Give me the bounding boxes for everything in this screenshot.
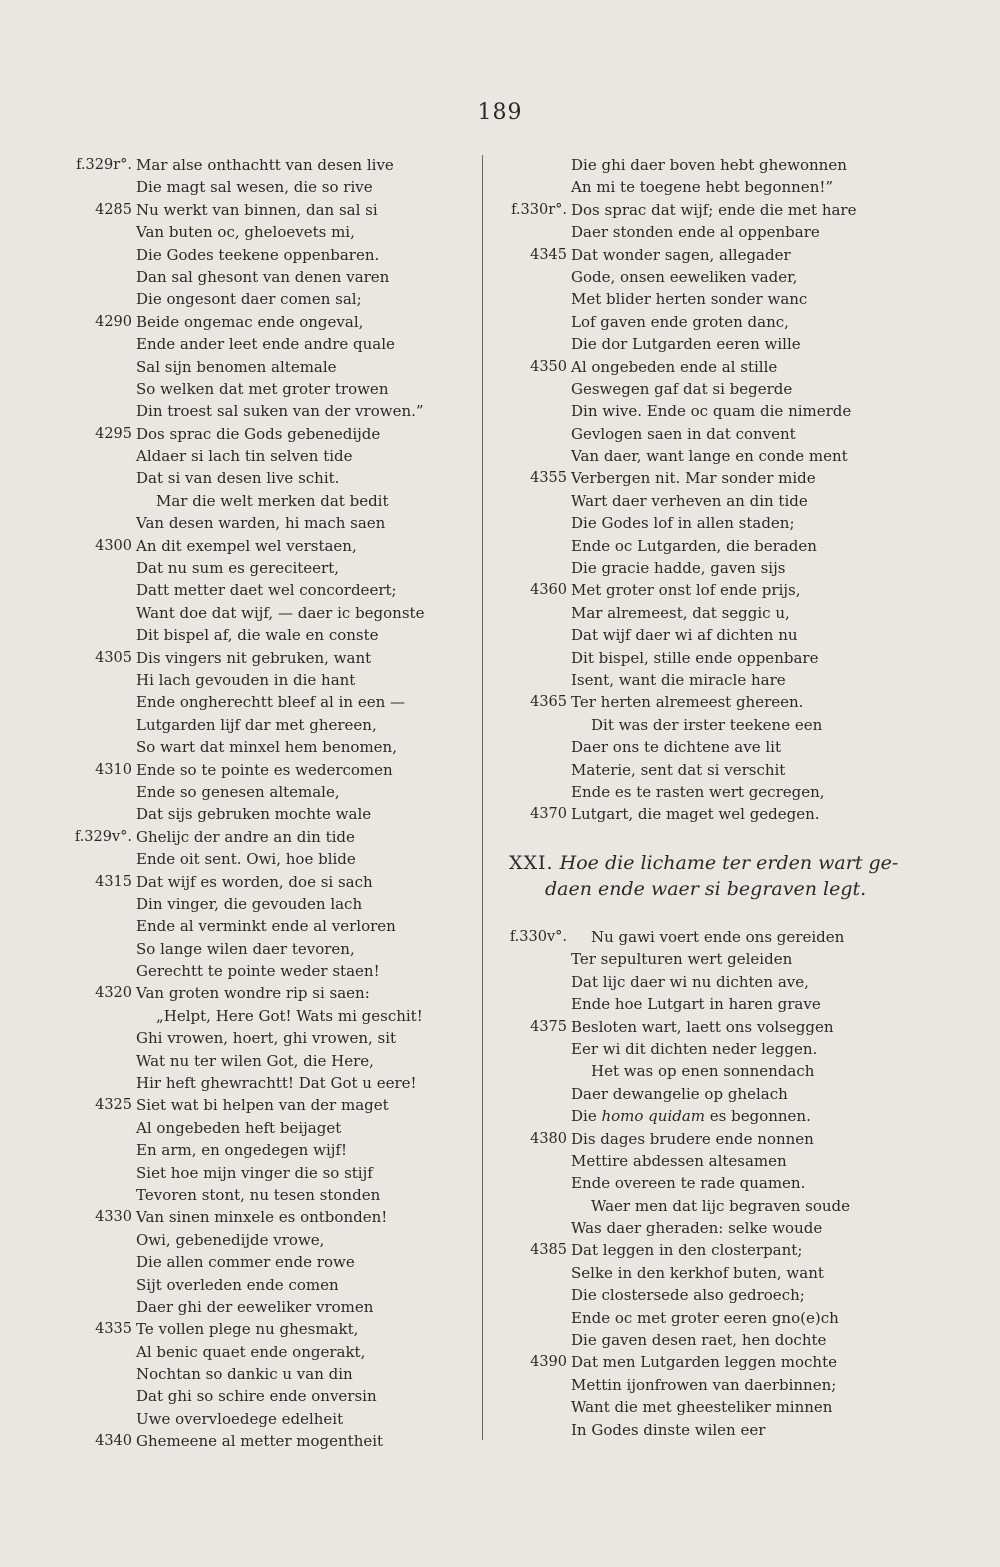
verse-line xyxy=(60,759,470,781)
verse-line xyxy=(495,1329,935,1351)
verse-text: Ende oc met groter eeren gno(e)ch xyxy=(571,1308,839,1327)
verse-text: Ghemeene al metter mogentheit xyxy=(136,1432,384,1451)
verse-line xyxy=(60,512,470,534)
verse-text: Aldaer si lach tin selven tide xyxy=(136,447,353,466)
verse-text: Die dor Lutgarden eeren wille xyxy=(571,335,801,354)
verse-line xyxy=(495,266,935,288)
verse-text: Want doe dat wijf, — daer ic begonste xyxy=(136,603,425,622)
verse-line xyxy=(60,736,470,758)
verse-text: Hir heft ghewrachtt! Dat Got u eere! xyxy=(136,1074,417,1093)
verse-text: Dos sprac dat wijf; ende die met hare xyxy=(571,200,857,219)
verse-line xyxy=(60,1117,470,1139)
verse-text: Van buten oc, gheloevets mi, xyxy=(136,223,355,242)
verse-line xyxy=(60,266,470,288)
verse-text: Gerechtt te pointe weder staen! xyxy=(136,962,380,981)
line-number: 4300 xyxy=(95,537,132,554)
verse-text: Dit bispel af, die wale en conste xyxy=(136,626,379,645)
verse-line xyxy=(495,1239,935,1261)
verse-text: Nu gawi voert ende ons gereiden xyxy=(591,928,845,946)
verse-line xyxy=(495,579,935,601)
verse-line xyxy=(495,1396,935,1418)
verse-text: Dis vingers nit gebruken, want xyxy=(136,648,372,667)
verse-line xyxy=(60,826,470,848)
verse-line xyxy=(495,557,935,579)
verse-text: Ghi vrowen, hoert, ghi vrowen, sit xyxy=(136,1029,397,1048)
verse-text: Dat nu sum es gereciteert, xyxy=(136,559,340,578)
verse-text: Isent, want die miracle hare xyxy=(571,670,786,689)
left-column xyxy=(60,154,470,1453)
verse-text: Ende al verminkt ende al verloren xyxy=(136,917,396,936)
line-number: 4340 xyxy=(95,1433,132,1450)
verse-line xyxy=(495,1217,935,1239)
folio-marker: f.329r°. xyxy=(76,157,132,173)
verse-text: Dat men Lutgarden leggen mochte xyxy=(571,1353,837,1372)
verse-line xyxy=(495,490,935,512)
verse-text: En arm, en ongedegen wijf! xyxy=(136,1141,347,1160)
verse-text: Ende so te pointe es wedercomen xyxy=(136,760,393,779)
verse-line xyxy=(60,982,470,1004)
verse-text: Die ghi daer boven hebt ghewonnen xyxy=(571,156,847,174)
verse-text: Hi lach gevouden in die hant xyxy=(136,670,356,689)
verse-line xyxy=(495,759,935,781)
verse-line xyxy=(495,1172,935,1194)
verse-line xyxy=(60,781,470,803)
verse-text: Daer ons te dichtene ave lit xyxy=(571,738,781,757)
line-number: 4345 xyxy=(530,246,567,263)
verse-text: Ende es te rasten wert gecregen, xyxy=(571,782,825,801)
verse-line xyxy=(60,1385,470,1407)
column-divider xyxy=(482,155,483,1440)
line-number: 4285 xyxy=(95,201,132,218)
verse-text: Besloten wart, laett ons volseggen xyxy=(571,1017,834,1036)
verse-text: „Helpt, Here Got! Wats mi geschit! xyxy=(156,1006,423,1025)
verse-text: Siet hoe mijn vinger die so stijf xyxy=(136,1163,373,1182)
verse-line xyxy=(60,1430,470,1452)
verse-text: An dit exempel wel verstaen, xyxy=(136,536,357,555)
verse-text: Te vollen plege nu ghesmakt, xyxy=(136,1320,359,1339)
verse-line xyxy=(60,1206,470,1228)
verse-text: Dat wonder sagen, allegader xyxy=(571,245,791,264)
verse-line xyxy=(60,1318,470,1340)
verse-line xyxy=(495,993,935,1015)
line-number: 4305 xyxy=(95,649,132,666)
verse-line xyxy=(60,669,470,691)
verse-text: Die ongesont daer comen sal; xyxy=(136,290,362,309)
line-number: 4320 xyxy=(95,985,132,1002)
verse-line xyxy=(495,311,935,333)
verse-line xyxy=(60,1296,470,1318)
verse-line xyxy=(60,647,470,669)
verse-text: Die magt sal wesen, die so rive xyxy=(136,178,373,197)
verse-line xyxy=(60,714,470,736)
verse-line xyxy=(495,1262,935,1284)
verse-text: Mar alse onthachtt van desen live xyxy=(136,156,394,174)
verse-line xyxy=(60,154,470,176)
verse-text: Mettire abdessen altesamen xyxy=(571,1151,787,1170)
verse-line xyxy=(60,1229,470,1251)
verse-text: Tevoren stont, nu tesen stonden xyxy=(136,1185,381,1204)
verse-line xyxy=(60,1005,470,1027)
verse-text: Siet wat bi helpen van der maget xyxy=(136,1096,389,1115)
verse-line xyxy=(60,244,470,266)
verse-text: Lutgarden lijf dar met ghereen, xyxy=(136,715,377,734)
verse-line xyxy=(495,1374,935,1396)
verse-text: Ende hoe Lutgart in haren grave xyxy=(571,995,821,1014)
verse-text: In Godes dinste wilen eer xyxy=(571,1420,766,1439)
verse-line xyxy=(495,535,935,557)
verse-line xyxy=(495,948,935,970)
verse-text: Dan sal ghesont van denen varen xyxy=(136,267,390,286)
verse-line xyxy=(495,1038,935,1060)
verse-text: Dit bispel, stille ende oppenbare xyxy=(571,648,819,667)
folio-marker: f.330v°. xyxy=(509,929,567,945)
verse-line xyxy=(60,400,470,422)
line-number: 4325 xyxy=(95,1097,132,1114)
verse-line xyxy=(60,1139,470,1161)
verse-text: Dat leggen in den closterpant; xyxy=(571,1241,803,1260)
verse-line xyxy=(60,356,470,378)
verse-text: Daer ghi der eeweliker vromen xyxy=(136,1297,374,1316)
verse-line xyxy=(495,803,935,825)
verse-line xyxy=(495,602,935,624)
verse-text: Mar die welt merken dat bedit xyxy=(156,491,389,510)
line-number: 4355 xyxy=(530,470,567,487)
verse-line xyxy=(495,647,935,669)
verse-text: Die Godes teekene oppenbaren. xyxy=(136,245,380,264)
verse-text: Nochtan so dankic u van din xyxy=(136,1365,353,1384)
verse-line xyxy=(60,535,470,557)
line-number: 4370 xyxy=(530,806,567,823)
verse-text: Ende overeen te rade quamen. xyxy=(571,1174,806,1193)
verse-line xyxy=(495,781,935,803)
line-number: 4360 xyxy=(530,582,567,599)
verse-text: Die gracie hadde, gaven sijs xyxy=(571,559,786,578)
verse-text: Din troest sal suken van der vrowen.” xyxy=(136,402,424,421)
chapter-heading xyxy=(495,850,935,902)
verse-line xyxy=(60,333,470,355)
verse-text: Dat sijs gebruken mochte wale xyxy=(136,805,372,824)
verse-text: Datt metter daet wel concordeert; xyxy=(136,581,397,600)
verse-text: Al benic quaet ende ongerakt, xyxy=(136,1342,366,1361)
verse-line xyxy=(495,445,935,467)
verse-text: Al ongebeden ende al stille xyxy=(571,357,778,376)
verse-line xyxy=(60,960,470,982)
chapter-title-line2: daen ende waer si begraven legt. xyxy=(545,878,867,900)
verse-line xyxy=(495,356,935,378)
verse-line xyxy=(495,1060,935,1082)
page-number: 189 xyxy=(477,100,523,125)
folio-marker: f.330r°. xyxy=(511,201,567,218)
line-number: 4315 xyxy=(95,873,132,890)
verse-text: An mi te toegene hebt begonnen!” xyxy=(571,178,834,197)
verse-text: Din vinger, die gevouden lach xyxy=(136,894,363,913)
verse-line xyxy=(60,938,470,960)
verse-line xyxy=(495,512,935,534)
line-number: 4330 xyxy=(95,1209,132,1226)
verse-text: Want die met gheesteliker minnen xyxy=(571,1398,833,1417)
verse-line xyxy=(495,714,935,736)
verse-text: Wat nu ter wilen Got, die Here, xyxy=(136,1051,374,1070)
verse-line xyxy=(495,1195,935,1217)
verse-line xyxy=(60,557,470,579)
verse-text: Was daer gheraden: selke woude xyxy=(571,1219,823,1238)
verse-line xyxy=(495,467,935,489)
line-number: 4375 xyxy=(530,1018,567,1035)
verse-text: Dis dages brudere ende nonnen xyxy=(571,1129,814,1148)
verse-text: So wart dat minxel hem benomen, xyxy=(136,738,397,757)
verse-text: Selke in den kerkhof buten, want xyxy=(571,1263,824,1282)
verse-text: Dat si van desen live schit. xyxy=(136,469,340,488)
verse-line xyxy=(60,691,470,713)
verse-text: Ter sepulturen wert geleiden xyxy=(571,950,793,969)
verse-line xyxy=(495,400,935,422)
verse-line xyxy=(495,221,935,243)
verse-text: Al ongebeden heft beijaget xyxy=(136,1118,342,1137)
verse-text: So lange wilen daer tevoren, xyxy=(136,939,355,958)
verse-line xyxy=(60,1072,470,1094)
verse-text: Ende ongherechtt bleef al in een — xyxy=(136,693,406,712)
verse-text: Lutgart, die maget wel gedegen. xyxy=(571,805,820,824)
verse-text: Dat ghi so schire ende onversin xyxy=(136,1387,377,1406)
line-number: 4310 xyxy=(95,761,132,778)
verse-text: Sal sijn benomen altemale xyxy=(136,357,337,376)
verse-text: Dos sprac die Gods gebenedijde xyxy=(136,424,381,443)
verse-line xyxy=(60,1094,470,1116)
right-column-top xyxy=(495,154,935,826)
verse-line xyxy=(60,602,470,624)
verse-text: Met blider herten sonder wanc xyxy=(571,290,808,309)
verse-line xyxy=(495,691,935,713)
line-number: 4380 xyxy=(530,1130,567,1147)
verse-line xyxy=(60,176,470,198)
verse-line xyxy=(60,1341,470,1363)
verse-text: Gevlogen saen in dat convent xyxy=(571,424,796,443)
verse-line xyxy=(495,736,935,758)
verse-line xyxy=(60,1162,470,1184)
verse-text: So welken dat met groter trowen xyxy=(136,379,389,398)
verse-text: Het was op enen sonnendach xyxy=(591,1062,815,1081)
verse-line xyxy=(495,1105,935,1127)
verse-text: Daer dewangelie op ghelach xyxy=(571,1084,788,1103)
verse-text: Dat wijf daer wi af dichten nu xyxy=(571,626,798,645)
verse-line xyxy=(60,288,470,310)
verse-line xyxy=(60,490,470,512)
verse-text: Dat lijc daer wi nu dichten ave, xyxy=(571,972,809,991)
verse-text: Waer men dat lijc begraven soude xyxy=(591,1196,850,1215)
verse-text: Lof gaven ende groten danc, xyxy=(571,312,789,331)
line-number: 4365 xyxy=(530,694,567,711)
verse-line xyxy=(60,1408,470,1430)
verse-text: Daer stonden ende al oppenbare xyxy=(571,223,820,242)
verse-text: Ende ander leet ende andre quale xyxy=(136,335,395,354)
verse-text: Dit was der irster teekene een xyxy=(591,715,823,734)
verse-text: Ghelijc der andre an din tide xyxy=(136,827,355,846)
verse-line xyxy=(495,378,935,400)
verse-text: Met groter onst lof ende prijs, xyxy=(571,581,801,600)
verse-text: Die allen commer ende rowe xyxy=(136,1253,355,1272)
verse-line xyxy=(495,1307,935,1329)
verse-text: Ende oc Lutgarden, die beraden xyxy=(571,536,817,555)
verse-line xyxy=(60,871,470,893)
verse-text: Eer wi dit dichten neder leggen. xyxy=(571,1039,818,1058)
verse-text: Gode, onsen eeweliken vader, xyxy=(571,267,798,286)
verse-text: Die Godes lof in allen staden; xyxy=(571,514,795,533)
verse-line xyxy=(495,1128,935,1150)
verse-line xyxy=(60,893,470,915)
line-number: 4290 xyxy=(95,313,132,330)
verse-line xyxy=(495,244,935,266)
line-number: 4385 xyxy=(530,1242,567,1259)
verse-line xyxy=(495,1083,935,1105)
verse-line xyxy=(495,288,935,310)
verse-text: Die gaven desen raet, hen dochte xyxy=(571,1331,827,1350)
verse-text: Van sinen minxele es ontbonden! xyxy=(136,1208,388,1227)
verse-line xyxy=(60,624,470,646)
verse-line xyxy=(495,176,935,198)
verse-text: Wart daer verheven an din tide xyxy=(571,491,808,510)
verse-line xyxy=(60,1363,470,1385)
verse-line xyxy=(495,154,935,176)
verse-text: Die homo quidam es begonnen. xyxy=(571,1107,811,1126)
verse-text: Beide ongemac ende ongeval, xyxy=(136,312,364,331)
line-number: 4295 xyxy=(95,425,132,442)
right-column-bottom xyxy=(495,926,935,1441)
line-number: 4350 xyxy=(530,358,567,375)
verse-line xyxy=(60,423,470,445)
verse-line xyxy=(60,1050,470,1072)
chapter-number: XXI. xyxy=(509,852,554,874)
verse-line xyxy=(495,926,935,948)
verse-text: Van desen warden, hi mach saen xyxy=(136,514,386,533)
verse-text: Uwe overvloedege edelheit xyxy=(136,1409,344,1428)
verse-line xyxy=(495,1284,935,1306)
verse-line xyxy=(495,423,935,445)
verse-line xyxy=(495,333,935,355)
verse-line xyxy=(60,1251,470,1273)
verse-line xyxy=(60,199,470,221)
verse-line xyxy=(495,1150,935,1172)
verse-text: Sijt overleden ende comen xyxy=(136,1275,339,1294)
verse-text: Materie, sent dat si verschit xyxy=(571,760,786,779)
verse-line xyxy=(495,669,935,691)
folio-marker: f.329v°. xyxy=(74,828,132,845)
verse-text: Van daer, want lange en conde ment xyxy=(571,447,848,466)
line-number: 4335 xyxy=(95,1321,132,1338)
verse-text: Ende oit sent. Owi, hoe blide xyxy=(136,850,356,869)
verse-text: Dat wijf es worden, doe si sach xyxy=(136,872,373,891)
verse-text: Din wive. Ende oc quam die nimerde xyxy=(571,402,852,421)
verse-line xyxy=(495,199,935,221)
verse-text: Ter herten alremeest ghereen. xyxy=(571,693,804,712)
verse-line xyxy=(60,445,470,467)
verse-text: Ende so genesen altemale, xyxy=(136,782,340,801)
verse-text: Mar alremeest, dat seggic u, xyxy=(571,603,790,622)
verse-line xyxy=(495,1351,935,1373)
verse-line xyxy=(60,467,470,489)
verse-line xyxy=(60,221,470,243)
verse-text: Owi, gebenedijde vrowe, xyxy=(136,1230,325,1249)
verse-line xyxy=(60,848,470,870)
verse-line xyxy=(495,624,935,646)
verse-text: Verbergen nit. Mar sonder mide xyxy=(571,469,816,488)
chapter-title-line1: Hoe die lichame ter erden wart ge- xyxy=(559,852,899,874)
verse-text: Mettin ijonfrowen van daerbinnen; xyxy=(571,1375,837,1394)
verse-line xyxy=(60,579,470,601)
verse-line xyxy=(495,971,935,993)
verse-line xyxy=(60,1274,470,1296)
line-number: 4390 xyxy=(530,1354,567,1371)
verse-text: Van groten wondre rip si saen: xyxy=(136,984,370,1003)
verse-line xyxy=(495,1419,935,1441)
verse-line xyxy=(495,1016,935,1038)
verse-line xyxy=(60,1027,470,1049)
verse-line xyxy=(60,915,470,937)
verse-line xyxy=(60,311,470,333)
verse-line xyxy=(60,1184,470,1206)
verse-line xyxy=(60,803,470,825)
verse-text: Die clostersede also gedroech; xyxy=(571,1286,805,1305)
verse-text: Geswegen gaf dat si begerde xyxy=(571,379,793,398)
verse-text: Nu werkt van binnen, dan sal si xyxy=(136,200,378,219)
verse-line xyxy=(60,378,470,400)
